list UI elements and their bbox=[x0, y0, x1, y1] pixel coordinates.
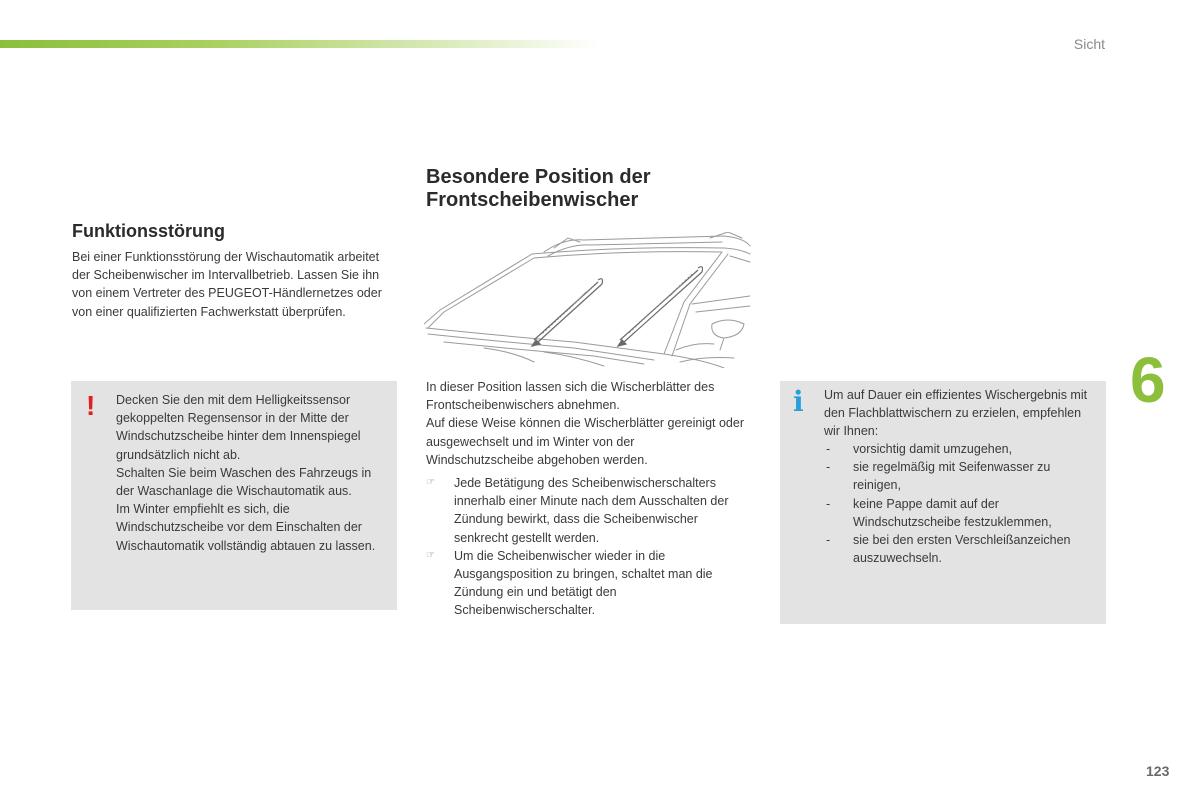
list-dash: - bbox=[826, 496, 831, 511]
warning-text bbox=[116, 391, 391, 555]
malfunction-heading: Funktionsstörung bbox=[72, 221, 225, 241]
info-item-text: vorsichtig damit umzugehen, bbox=[853, 442, 1013, 456]
chapter-number: 6 bbox=[1130, 344, 1166, 416]
header-accent-bar bbox=[0, 40, 600, 48]
warning-line: Decken Sie den mit dem Helligkeitssensor gekoppelten Regensensor in der Mitte der Windschutzscheibe hinter dem Innenspiegel grundsätzlich nicht ab. bbox=[116, 393, 361, 462]
section-title: Sicht bbox=[1073, 36, 1105, 52]
body-paragraph: In dieser Position lassen sich die Wischerblätter des Frontscheibenwischers abnehmen. bbox=[426, 380, 715, 413]
instruction-item bbox=[426, 547, 746, 620]
windscreen-wiper-illustration bbox=[424, 232, 752, 368]
list-dash: - bbox=[826, 460, 831, 475]
list-dash: - bbox=[826, 442, 831, 456]
page-number: 123 bbox=[1146, 763, 1170, 779]
info-item-text: sie regelmäßig mit Seifenwasser zu reinigen, bbox=[853, 460, 1051, 493]
info-list-item bbox=[824, 495, 1100, 531]
instruction-item bbox=[426, 474, 746, 547]
info-intro: Um auf Dauer ein effizientes Wischergebnis mit den Flachblattwischern zu erzielen, empfehlen wir Ihnen: bbox=[824, 388, 1088, 439]
malfunction-body: Bei einer Funktionsstörung der Wischautomatik arbeitet der Scheibenwischer im Intervallbetrieb. Lassen Sie ihn von einem Vertreter des PEUGEOT-Händlernetzes oder von einer qualifizierten Fachwerkstatt überprüfen. bbox=[72, 250, 382, 319]
info-list-item bbox=[824, 458, 1100, 494]
pointing-hand-icon: ☞ bbox=[426, 477, 435, 488]
warning-line: Schalten Sie beim Waschen des Fahrzeugs in der Waschanlage die Wischautomatik aus. bbox=[116, 465, 372, 499]
warning-line: Im Winter empfiehlt es sich, die Windschutzscheibe vor dem Einschalten der Wischautomatik vollständig abtauen zu lassen. bbox=[116, 502, 376, 553]
info-list-item bbox=[824, 440, 1100, 458]
info-item-text: keine Pappe damit auf der Windschutzscheibe festzuklemmen, bbox=[853, 496, 1052, 529]
pointing-hand-icon: ☞ bbox=[426, 549, 435, 561]
instruction-list bbox=[426, 474, 746, 620]
special-position-heading: Besondere Position der Frontscheibenwischer bbox=[426, 166, 651, 211]
info-icon: i bbox=[793, 385, 804, 418]
special-position-body bbox=[426, 378, 744, 469]
instruction-text: Jede Betätigung des Scheibenwischerschalters innerhalb einer Minute nach dem Ausschalten der Zündung bewirkt, dass die Scheibenwischer senkrecht gestellt werden. bbox=[454, 476, 729, 545]
instruction-text: Um die Scheibenwischer wieder in die Ausgangsposition zu bringen, schaltet man die Zündung ein und betätigt den Scheibenwischerschalter. bbox=[454, 548, 713, 618]
body-paragraph: Auf diese Weise können die Wischerblätter gereinigt oder ausgewechselt und im Winter von der Windschutzscheibe abgehoben werden. bbox=[426, 416, 744, 467]
list-dash: - bbox=[826, 533, 831, 548]
info-item-text: sie bei den ersten Verschleißanzeichen auszuwechseln. bbox=[853, 533, 1071, 566]
warning-exclamation-icon: ! bbox=[86, 390, 96, 421]
info-list-item bbox=[824, 531, 1100, 567]
info-list bbox=[824, 440, 1100, 567]
